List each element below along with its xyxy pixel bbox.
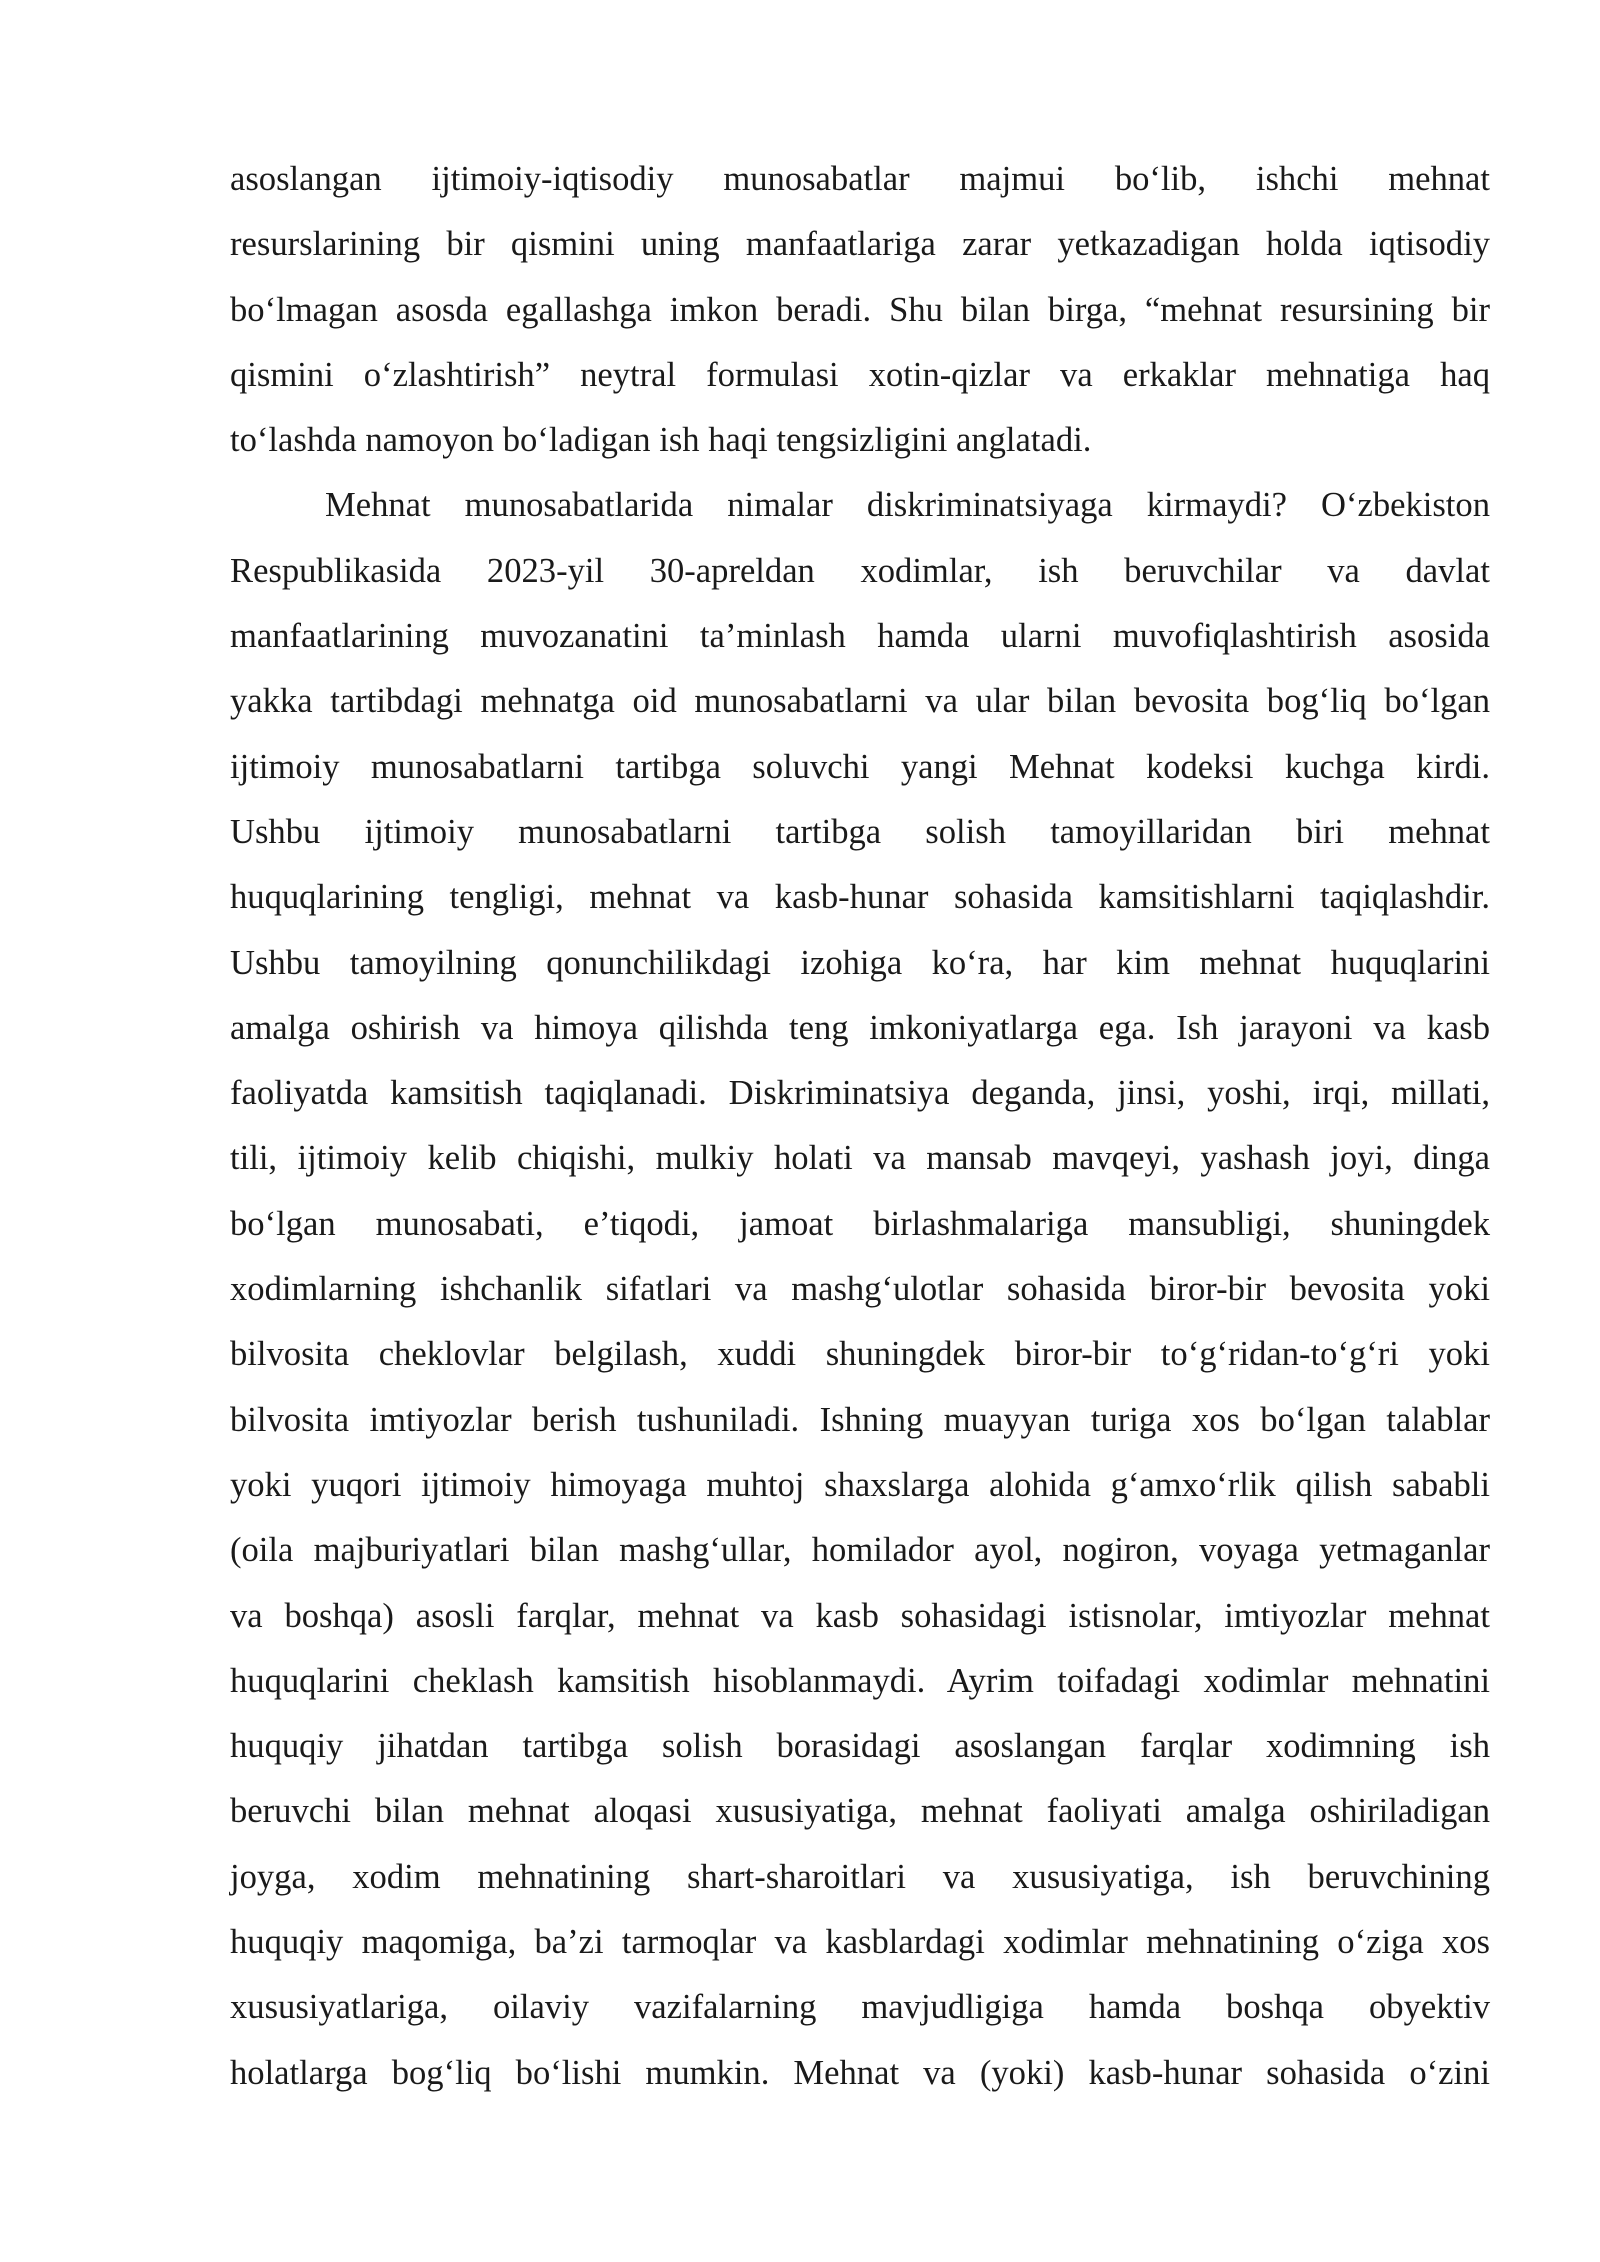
paragraph-2 — [230, 473, 1490, 2105]
body-text — [230, 147, 1490, 2106]
text-line: huquqlarining tengligi, mehnat va kasb-hunar sohasida kamsitishlarni taqiqlashdir. — [230, 878, 1490, 917]
text-line: Mehnat munosabatlarida nimalar diskriminatsiyaga kirmaydi? O‘zbekiston — [325, 486, 1490, 525]
text-line: Respublikasida 2023-yil 30-apreldan xodimlar, ish beruvchilar va davlat — [230, 551, 1490, 590]
text-line: amalga oshirish va himoya qilishda teng imkoniyatlarga ega. Ish jarayoni va kasb — [230, 1008, 1490, 1047]
text-line: qismini o‘zlashtirish” neytral formulasi xotin-qizlar va erkaklar mehnatiga haq — [230, 355, 1490, 394]
text-line: Ushbu tamoyilning qonunchilikdagi izohiga ko‘ra, har kim mehnat huquqlarini — [230, 943, 1490, 982]
text-line: yoki yuqori ijtimoiy himoyaga muhtoj shaxslarga alohida g‘amxo‘rlik qilish sababli — [230, 1465, 1490, 1504]
text-line: tili, ijtimoiy kelib chiqishi, mulkiy holati va mansab mavqeyi, yashash joyi, dinga — [230, 1139, 1490, 1178]
text-line: Ushbu ijtimoiy munosabatlarni tartibga solish tamoyillaridan biri mehnat — [230, 812, 1490, 851]
text-line: bilvosita imtiyozlar berish tushuniladi. Ishning muayyan turiga xos bo‘lgan talablar — [230, 1400, 1490, 1439]
text-line: ijtimoiy munosabatlarni tartibga soluvchi yangi Mehnat kodeksi kuchga kirdi. — [230, 747, 1490, 786]
text-line: manfaatlarining muvozanatini ta’minlash hamda ularni muvofiqlashtirish asosida — [230, 617, 1490, 656]
text-line: huquqiy jihatdan tartibga solish borasidagi asoslangan farqlar xodimning ish — [230, 1727, 1490, 1766]
text-line: bilvosita cheklovlar belgilash, xuddi shuningdek biror-bir to‘g‘ridan-to‘g‘ri yoki — [230, 1335, 1490, 1374]
text-line: resurslarining bir qismini uning manfaatlariga zarar yetkazadigan holda iqtisodiy — [230, 225, 1490, 264]
text-line: bo‘lgan munosabati, e’tiqodi, jamoat birlashmalariga mansubligi, shuningdek — [230, 1204, 1490, 1243]
text-line: huquqlarini cheklash kamsitish hisoblanmaydi. Ayrim toifadagi xodimlar mehnatini — [230, 1661, 1490, 1700]
text-line: xodimlarning ishchanlik sifatlari va mashg‘ulotlar sohasida biror-bir bevosita yoki — [230, 1270, 1490, 1309]
text-line: joyga, xodim mehnatining shart-sharoitlari va xususiyatiga, ish beruvchining — [230, 1857, 1490, 1896]
text-line: huquqiy maqomiga, ba’zi tarmoqlar va kasblardagi xodimlar mehnatining o‘ziga xos — [230, 1923, 1490, 1962]
text-line: asoslangan ijtimoiy-iqtisodiy munosabatlar majmui bo‘lib, ishchi mehnat — [230, 160, 1490, 198]
text-line: yakka tartibdagi mehnatga oid munosabatlarni va ular bilan bevosita bog‘liq bo‘lgan — [230, 682, 1490, 721]
paragraph-1 — [230, 147, 1490, 473]
text-line: to‘lashda namoyon bo‘ladigan ish haqi tengsizligini anglatadi. — [230, 421, 1092, 460]
text-line: holatlarga bog‘liq bo‘lishi mumkin. Mehnat va (yoki) kasb-hunar sohasida o‘zini — [230, 2053, 1490, 2092]
text-line: bo‘lmagan asosda egallashga imkon beradi. Shu bilan birga, “mehnat resursining bir — [230, 290, 1490, 329]
text-line: (oila majburiyatlari bilan mashg‘ullar, homilador ayol, nogiron, voyaga yetmaganlar — [230, 1531, 1490, 1570]
text-line: va boshqa) asosli farqlar, mehnat va kasb sohasidagi istisnolar, imtiyozlar mehnat — [230, 1596, 1490, 1635]
text-line: xususiyatlariga, oilaviy vazifalarning mavjudligiga hamda boshqa obyektiv — [230, 1988, 1490, 2027]
text-line: beruvchi bilan mehnat aloqasi xususiyatiga, mehnat faoliyati amalga oshiriladigan — [230, 1792, 1490, 1831]
text-line: faoliyatda kamsitish taqiqlanadi. Diskriminatsiya deganda, jinsi, yoshi, irqi, millati, — [230, 1074, 1490, 1113]
